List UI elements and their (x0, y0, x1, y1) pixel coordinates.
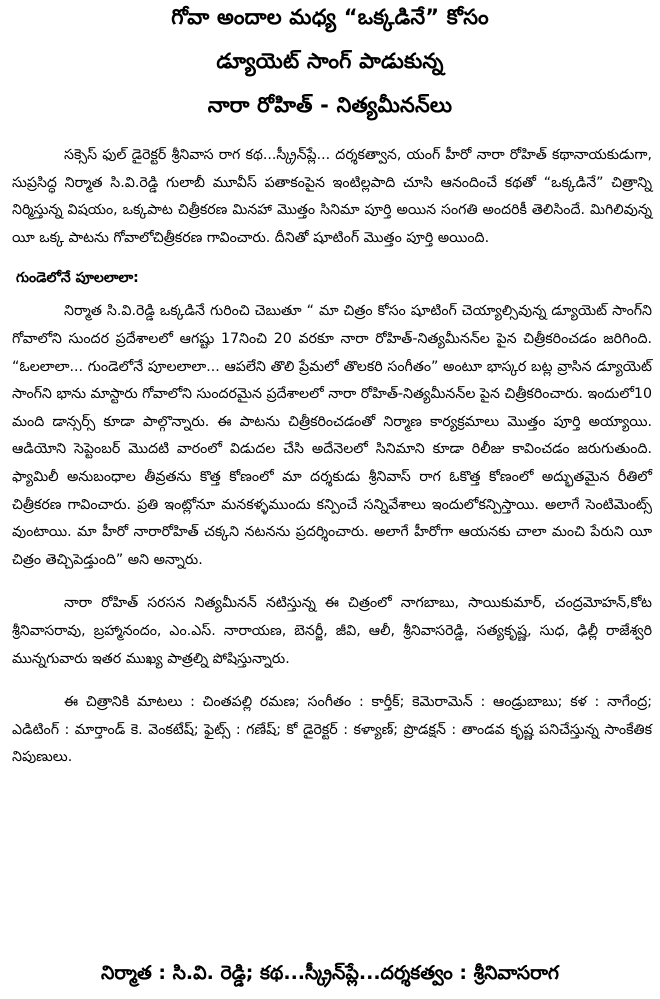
article-body (12, 142, 652, 788)
headline-line-2: డ్యూయెట్ సాంగ్ పాడుకున్న (216, 49, 444, 73)
headline-line-3: నారా రోహిత్ - నిత్యమీనన్‌లు (207, 93, 453, 117)
intro-paragraph: సక్సెస్ ఫుల్ డైరెక్టర్ శ్రీనివాస రాగ కథ...స్క్రీన్‌ప్లే... దర్శకత్వాన, యంగ్ హీరో నారా రోహిత్ కథానాయకుడుగా, సుప్రసిద్ధ నిర్మాత సి.వి.రెడ్డి గులాబీ మూవీస్ పతాకంపైన ఇంటిల్లపాది చూసి ఆనందించే కథతో “ఒక్కడినే” చిత్రాన్ని నిర్మిస్తున్న విషయం, ఒక్కపాట చిత్రీకరణ మినహా మొత్తం సినిమా పూర్తి అయిన సంగతి అందరికీ తెలిసిందే. మిగిలివున్న యీ ఒక్క పాటను గోవాలోచిత్రీకరణ గావించారు. దీనితో షూటింగ్ మొత్తం పూర్తి అయింది. (12, 147, 652, 246)
headline-block (0, 6, 660, 138)
crew-paragraph: ఈ చిత్రానికి మాటలు : చింతపల్లి రమణ; సంగీతం : కార్తీక్; కెమెరామెన్ : ఆండ్రుబాబు; కళ : నాగేంద్ర; ఎడిటింగ్ : మార్తాండ్ కె. వెంకటేష్; ఫైట్స్ : గణేష్; కో డైరెక్టర్ : కళ్యాణ్; ప్రొడక్షన్ : తాండవ కృష్ణ పనిచేస్తున్న సాంకేతిక నిపుణులు. (12, 694, 652, 766)
headline-line-1: గోవా అందాల మధ్య “ఒక్కడినే” కోసం (171, 5, 489, 29)
cast-paragraph: నారా రోహిత్ సరసన నిత్యమీనన్ నటిస్తున్న ఈ చిత్రంలో నాగబాబు, సాయికుమార్, చంద్రమోహన్,కోట శ్రీనివాసరావు, బ్రహ్మానందం, ఎం.ఎస్. నారాయణ, బెనర్జీ, జీవి, ఆలీ, శ్రీనివాసరెడ్డి, సత్యకృష్ణ, సుధ, ఢిల్లీ రాజేశ్వరి మున్నగువారు ఇతర ముఖ్య పాత్రల్ని పోషిస్తున్నారు. (12, 595, 652, 667)
producer-quote-paragraph: నిర్మాత సి.వి.రెడ్డి ఒక్కడినే గురించి చెబుతూ “ మా చిత్రం కోసం షూటింగ్ చెయ్యాల్సివున్న డ్యూయెట్ సాంగ్‌ని గోవాలోని సుందర ప్రదేశాలలో ఆగష్టు 17నించి 20 వరకూ నారా రోహిత్-నిత్యమీనన్‌ల పైన చిత్రీకరించడం జరిగింది. “ఓలలాలా... గుండెలోనే పూలలాలా... ఆపలేని తొలి ప్రేమలో తొలకరి సంగీతం” అంటూ భాస్కర బట్ల వ్రాసిన డ్యూయెట్ సాంగ్‌ని భాను మాస్టారు గోవాలోని సుందరమైన ప్రదేశాలలో నారా రోహిత్-నిత్యమీనన్‌ల పైన చిత్రీకరించారు. ఇందులో10 మంది డాన్సర్స్ కూడా పాల్గొన్నారు. ఈ పాటను చిత్రీకరించడంతో నిర్మాణ కార్యక్రమాలు మొత్తం పూర్తి అయ్యాయి. ఆడియోని సెప్టెంబర్ మొదటి వారంలో విడుదల చేసి అదేనెలలో సినిమాని కూడా రిలీజు కావించడం జరుగుతుంది. ఫ్యామిలీ అనుబంధాల తీవ్రతను కొత్త కోణంలో మా దర్శకుడు శ్రీనివాస్ రాగ ఓకొత్త కోణంలో అద్భుతమైన రీతిలో చిత్రీకరణ గావించారు. ప్రతి ఇంట్లోనూ మనకళ్ళముందు కన్పించే సన్నివేశాలు ఇందులోకన్పిస్తాయి. అలాగే సెంటిమెంట్స్ వుంటాయి. మా హీరో నారారోహిత్ చక్కని నటనను ప్రదర్శించారు. అలాగే హీరోగా ఆయనకు చాలా మంచి పేరుని యీ చిత్రం తెచ్చిపెడ్తుంది” అని అన్నారు. (12, 303, 652, 568)
credits-footer: నిర్మాత : సి.వి. రెడ్డి; కథ...స్క్రీన్‌ప్లే...దర్శకత్వం : శ్రీనివాసరాగ (101, 962, 559, 984)
section-subheading: గుండెలోనే పూలలాలా: (16, 270, 139, 287)
